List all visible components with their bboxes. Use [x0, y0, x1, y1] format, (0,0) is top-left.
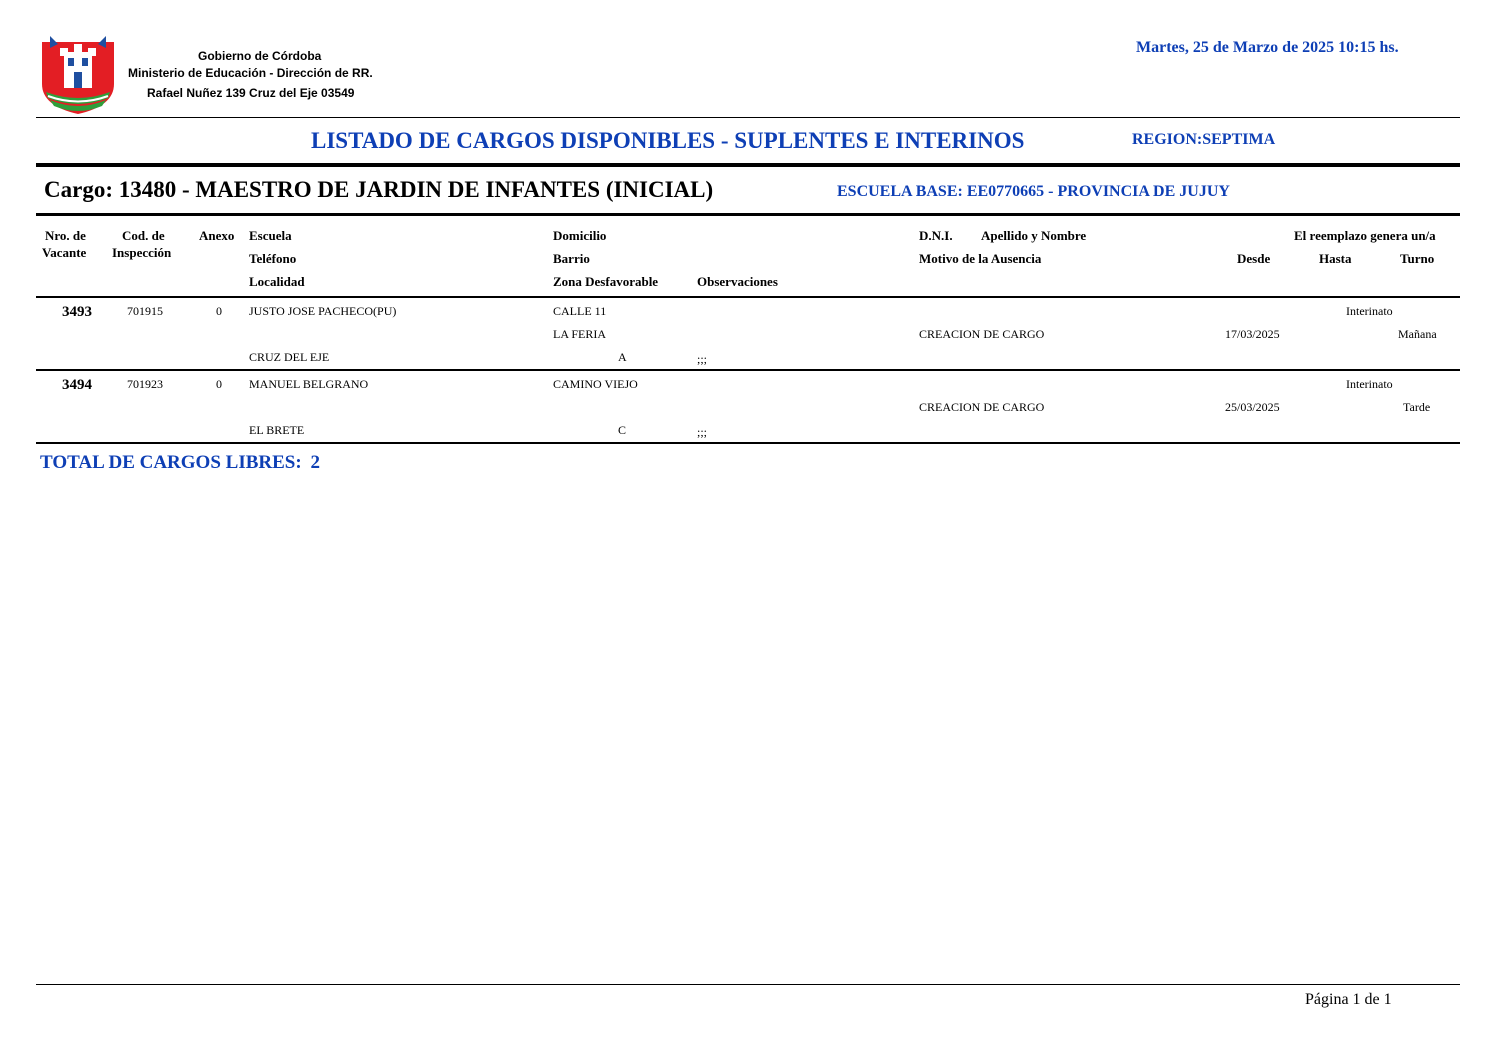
org-ministry: Ministerio de Educación - Dirección de RR.: [128, 66, 373, 80]
total-label-text: TOTAL DE CARGOS LIBRES:: [40, 452, 302, 473]
header-anexo: Anexo: [199, 228, 235, 243]
region-label: REGION:SEPTIMA: [1132, 131, 1276, 148]
anexo: 0: [216, 304, 222, 318]
escuela-base: ESCUELA BASE: EE0770665 - PROVINCIA DE JUJUY: [837, 183, 1230, 200]
divider-header: [36, 296, 1460, 298]
domicilio: CALLE 11: [553, 304, 607, 318]
motivo-ausencia: CREACION DE CARGO: [919, 327, 1045, 341]
org-address: Rafael Nuñez 139 Cruz del Eje 03549: [147, 86, 355, 100]
header-zona: Zona Desfavorable: [553, 274, 659, 289]
localidad: CRUZ DEL EJE: [249, 350, 330, 364]
total-label: [40, 452, 320, 474]
divider-top: [36, 117, 1460, 118]
header-cod-line2: Inspección: [112, 245, 172, 260]
header-observaciones: Observaciones: [697, 274, 778, 289]
zona-desfavorable: A: [618, 350, 627, 364]
domicilio: CAMINO VIEJO: [553, 377, 638, 391]
header-localidad: Localidad: [249, 274, 305, 289]
reemplazo-tipo: Interinato: [1346, 377, 1393, 391]
fecha-desde: 25/03/2025: [1225, 400, 1280, 414]
header-hasta: Hasta: [1319, 251, 1352, 266]
coat-of-arms-logo: [38, 34, 118, 116]
fecha-desde: 17/03/2025: [1225, 327, 1280, 341]
header-cod-line1: Cod. de: [122, 228, 165, 243]
motivo-ausencia: CREACION DE CARGO: [919, 400, 1045, 414]
escuela: JUSTO JOSE PACHECO(PU): [249, 304, 397, 318]
header-motivo: Motivo de la Ausencia: [919, 251, 1042, 266]
header-escuela: Escuela: [249, 228, 292, 243]
report-title: LISTADO DE CARGOS DISPONIBLES - SUPLENTES E INTERINOS: [311, 128, 1025, 153]
divider-title: [36, 163, 1460, 167]
header-desde: Desde: [1237, 251, 1271, 266]
observaciones: ;;;: [697, 425, 708, 439]
barrio: LA FERIA: [553, 327, 607, 341]
header-reemplazo: El reemplazo genera un/a: [1294, 228, 1436, 243]
divider-footer: [36, 984, 1460, 985]
cod-inspeccion: 701915: [127, 304, 163, 318]
vacante-number: 3493: [62, 304, 92, 320]
turno: Tarde: [1403, 400, 1431, 414]
total-value: 2: [310, 452, 320, 473]
divider-row: [36, 369, 1460, 371]
header-domicilio: Domicilio: [553, 228, 607, 243]
report-date: Martes, 25 de Marzo de 2025 10:15 hs.: [1136, 39, 1399, 56]
cargo-title: Cargo: 13480 - MAESTRO DE JARDIN DE INFANTES (INICIAL): [44, 177, 714, 202]
header-telefono: Teléfono: [249, 251, 297, 266]
org-name: Gobierno de Córdoba: [198, 49, 322, 63]
divider-table-end: [36, 442, 1460, 444]
vacante-number: 3494: [62, 377, 92, 393]
header-nro-line1: Nro. de: [45, 228, 86, 243]
escuela: MANUEL BELGRANO: [249, 377, 369, 391]
page-number: Página 1 de 1: [1305, 991, 1392, 1008]
localidad: EL BRETE: [249, 423, 305, 437]
reemplazo-tipo: Interinato: [1346, 304, 1393, 318]
header-nro-line2: Vacante: [42, 245, 87, 260]
cod-inspeccion: 701923: [127, 377, 163, 391]
header-turno: Turno: [1400, 251, 1435, 266]
anexo: 0: [216, 377, 222, 391]
turno: Mañana: [1398, 327, 1437, 341]
zona-desfavorable: C: [618, 423, 627, 437]
header-dni: D.N.I.: [919, 228, 953, 243]
divider-cargo: [36, 213, 1460, 216]
observaciones: ;;;: [697, 352, 708, 366]
header-barrio: Barrio: [553, 251, 590, 266]
header-apellido: Apellido y Nombre: [981, 228, 1087, 243]
